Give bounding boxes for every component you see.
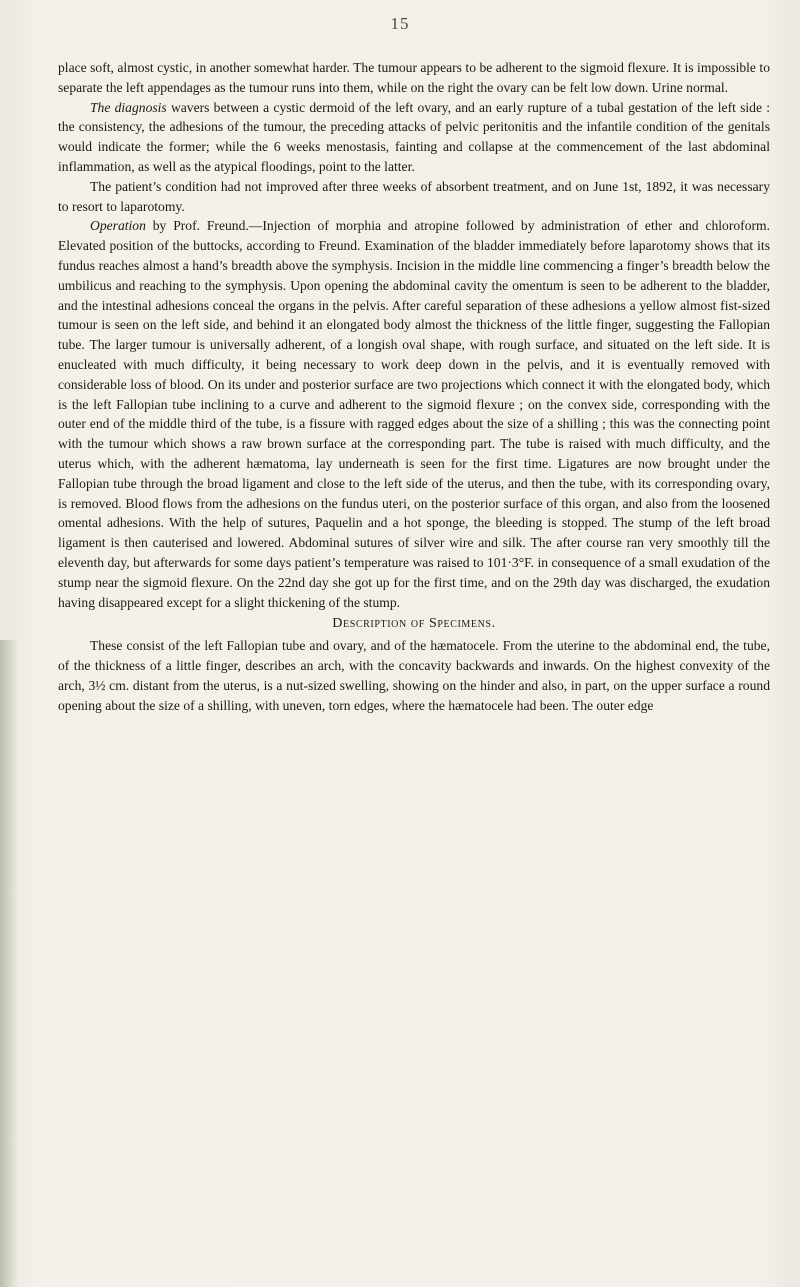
paragraph-specimens-text: These consist of the left Fallopian tube and ovary, and of the hæmatocele. From the uterine to the abdominal end, the tube, of the thickness of a little finger, describes an arch, with the concavity backwards and inwards. On the highest convexity of the arch, 3½ cm. distant from the uterus, is a nut-sized swelling, showing on the hinder and also, in part, on the upper surface a round opening about the size of a shilling, with uneven, torn edges, where the hæmatocele had been. The outer edge [58,638,770,713]
page-edge-shadow [0,640,18,1287]
paragraph-operation [58,216,770,612]
page-number: 15 [390,14,410,33]
paragraph-1-text: place soft, almost cystic, in another somewhat harder. The tumour appears to be adherent to the sigmoid flexure. It is impossible to separate the left appendages as the tumour runs into them, while on the right the ovary can be felt low down. Urine normal. [58,60,770,95]
paragraph-specimens [58,636,770,715]
paragraph-condition-text: The patient’s condition had not improved after three weeks of absorbent treatment, and on June 1st, 1892, it was necessary to resort to laparotomy. [58,178,770,214]
body-text [58,58,770,715]
paragraph-diagnosis [58,98,770,177]
section-heading: Description of Specimens. [332,616,496,632]
paragraph-condition [58,177,770,217]
paragraph-operation-text: by Prof. Freund.—Injection of morphia and atropine followed by administration of ether and chloroform. Elevated position of the buttocks, according to Freund. Examination of the bladder immediately before laparotomy shows that its fundus reaches almost a hand’s breadth above the symphysis. Incision in the middle line commencing a finger’s breadth below the umbilicus and reaching to the symphysis. Upon opening the abdominal cavity the omentum is seen to be adherent to the bladder, and the intestinal adhesions conceal the organs in the pelvis. After careful separation of these adhesions a yellow almost fist-sized tumour is seen on the left side, and behind it an elongated body almost the thickness of the little finger, suggesting the Fallopian tube. The larger tumour is universally adherent, of a longish oval shape, with rough surface, and situated on the left side. It is enucleated with much difficulty, it being necessary to work deep down in the pelvis, and it is eventually removed with considerable loss of blood. On its under and posterior surface are two projections which connect it with the elongated body, which is the left Fallopian tube inclining to a curve and adherent to the sigmoid flexure ; on the convex side, corresponding with the outer end of the middle third of the tube, is a fissure with ragged edges about the size of a shilling ; this was the connecting point with the tumour which shows a raw brown surface at the corresponding part. The tube is raised with much difficulty, and the uterus which, with the adherent hæmatoma, lay underneath is seen for the first time. Ligatures are now brought under the Fallopian tube through the broad ligament and close to the left side of the uterus, and then the tube, with its corresponding ovary, is removed. Blood flows from the adhesions on the fundus uteri, on the posterior surface of this organ, and also from the loosened omental adhesions. With the help of sutures, Paquelin and a hot sponge, the bleeding is stopped. The stump of the left broad ligament is then cauterised and lowered. Abdominal sutures of silver wire and silk. The after course ran very smoothly till the eleventh day, but afterwards for some days patient’s temperature was raised to 101·3°F. in consequence of a small exudation of the stump near the sigmoid flexure. On the 22nd day she got up for the first time, and on the 29th day was discharged, the exudation having disappeared except for a slight thickening of the stump. [58,218,770,610]
diagnosis-lead: The diagnosis [90,99,167,115]
operation-lead: Operation [90,218,146,234]
paragraph-1 [58,58,770,98]
paragraph-diagnosis-text: wavers between a cystic dermoid of the left ovary, and an early rupture of a tubal gestation of the left side : the consistency, the adhesions of the tumour, the preceding attacks of pelvic peritonitis and the infantile condition of the genitals would indicate the former; while the 6 weeks menostasis, fainting and collapse at the commencement of the last abdominal inflammation, as well as the atypical floodings, point to the latter. [58,99,770,174]
